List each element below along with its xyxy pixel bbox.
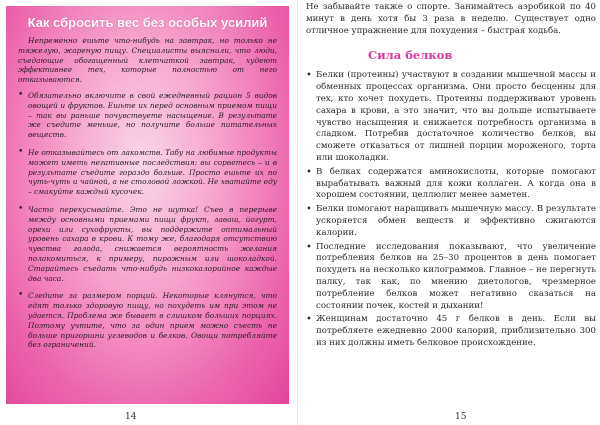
page-number-left: 14: [125, 412, 137, 422]
bullet-icon: •: [18, 203, 24, 214]
box-intro: Непременно ешьте что-нибудь на завтрак, но только не тяжелую, жареную пищу. Специалисты выяснили, что люди, съедающие обогащенный клетчаткой завтрак, худеют эффективнее тех, которые полностью от него отказываются.: [18, 36, 277, 85]
tips-box: [6, 6, 289, 404]
page-number-right: 15: [455, 412, 467, 422]
tip-text: Обязательно включите в свой ежедневный рацион 5 видов овощей и фруктов. Ешьте их перед основным приемом пищи – так вы раньше почувствуете насыщение. В результате же съедите меньше, но получите больше питательных веществ.: [28, 90, 277, 140]
tip-item: [18, 91, 277, 140]
protein-text: Последние исследования показывают, что увеличение потребления белков на 25–30 процентов в день помогает похудеть на несколько килограммов. Главное – не перегнуть палку, так как, по мнению диетологов, чрезмерное потребление белков может негативно сказаться на состоянии почек, костей и дыхании!: [316, 241, 596, 311]
tip-text: Часто перекусывайте. Это не шутка! Съев в перерыве между основными приемами пищи фрукт, лаваш, йогурт, орехи или сухофрукты, вы поддержите оптимальный уровень сахара в крови. К тому же, благодаря отсутствию чувства голода, снижается вероятность желания полакомиться, к примеру, пирожным или шоколадкой. Старайтесь съедать что-нибудь низкокалорийное каждые два часа.: [28, 204, 277, 283]
protein-text: Женщинам достаточно 45 г белков в день. Если вы потребляете ежедневно 2000 калорий, приблизительно 300 из них должны иметь белковое происхождение.: [316, 314, 596, 348]
bullet-icon: •: [18, 146, 24, 157]
bullet-icon: •: [18, 89, 24, 100]
bullet-icon: •: [306, 314, 312, 326]
protein-list: [306, 70, 596, 349]
bullet-icon: •: [18, 290, 24, 301]
tip-item: [18, 148, 277, 197]
protein-text: В белках содержатся аминокислоты, которые помогают вырабатывать важный для кожи коллаген. А когда она в хорошем состоянии, целлюлит менее заметен.: [316, 166, 596, 201]
protein-text: Белки (протеины) участвуют в создании мышечной массы и обменных процессах организма. Они просто бесценны для тех, кто хочет похудеть. Протеины поддерживают уровень сахара в крови, а это значит, что вы дольше испытываете чувство насыщения и снижается потребность организма в сладком. Потребив достаточное количество белков, вы сможете отказаться от лишней порции мороженого, торта или шоколадки.: [316, 70, 596, 163]
tip-text: Не отказывайтесь от лакомств. Табу на любимые продукты может иметь негативные последствия: вы сорветесь – и в результате съедите гораздо больше. Просто ешьте их по чуть-чуть и чайной, а не столовой ложкой. Не хватайте еду – смакуйте каждый кусочек.: [28, 147, 277, 197]
tip-item: [18, 291, 277, 350]
protein-item: [306, 70, 596, 164]
protein-item: [306, 242, 596, 313]
page-gutter: [297, 0, 298, 425]
bullet-icon: •: [306, 70, 312, 82]
sport-paragraph: Не забывайте также о спорте. Занимайтесь аэробикой по 40 минут в день хотя бы 3 раза в неделю. Существует одно отличное упражнение для похудения – быстрая ходьба.: [306, 2, 596, 36]
protein-item: [306, 167, 596, 202]
bullet-icon: •: [306, 241, 312, 253]
protein-item: [306, 314, 596, 349]
bullet-icon: •: [306, 204, 312, 216]
protein-text: Белки помогают наращивать мышечную массу. В результате ускоряется обмен веществ и эффективно сжигаются калории.: [316, 204, 596, 238]
section-title: Сила белков: [368, 48, 453, 63]
tip-item: [18, 205, 277, 283]
bullet-icon: •: [306, 166, 312, 178]
tip-text: Следите за размером порций. Некоторые клянутся, что едят только здоровую пищу, но похудеть им при этом не удается. Проблема же бывает в слишком больших порциях. Поэтому учтите, что за один прием можно съесть не больше пригоршни углеводов и белков. Овощи потребляйте без ограничений.: [28, 291, 277, 350]
box-title: Как сбросить вес без особых усилий: [27, 15, 268, 30]
tips-list: [18, 91, 277, 350]
right-page: [306, 2, 596, 352]
protein-item: [306, 204, 596, 239]
